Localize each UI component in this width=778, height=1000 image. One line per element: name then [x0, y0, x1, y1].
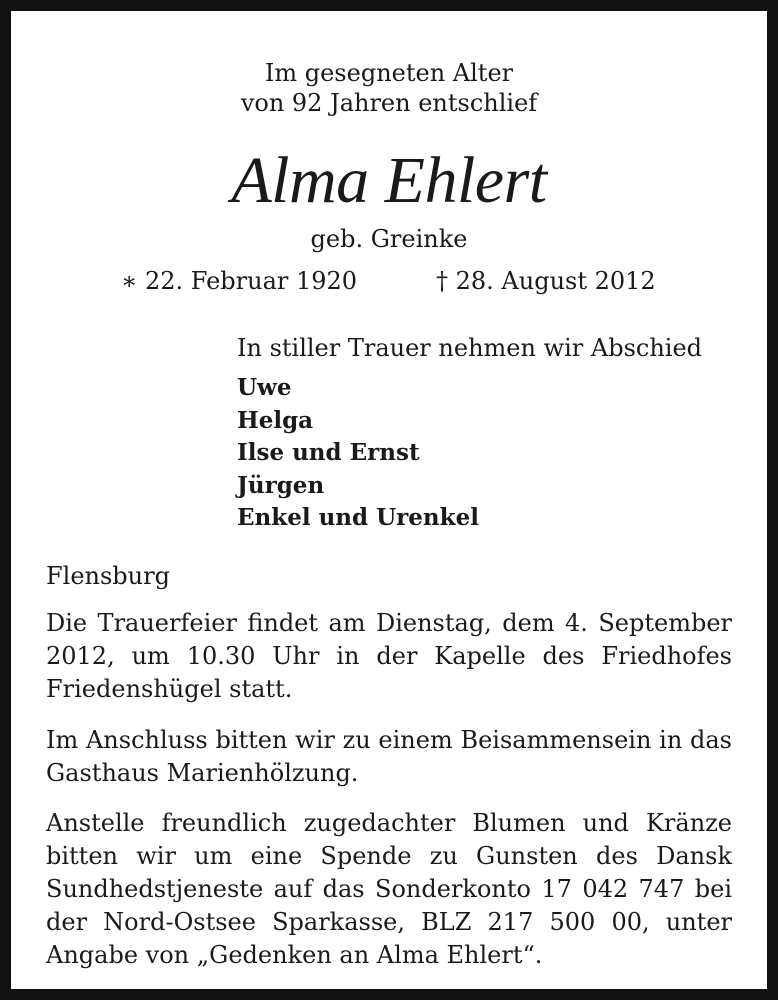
- intro-text: [11, 58, 767, 118]
- intro-line-1: Im gesegneten Alter: [264, 59, 514, 87]
- gathering-paragraph: Im Anschluss bitten wir zu einem Beisammensein in das Gasthaus Marienhölzung.: [46, 726, 732, 787]
- maiden-name: geb. Greinke: [310, 225, 468, 253]
- deceased-name: Alma Ehlert: [231, 144, 547, 217]
- death-date: † 28. August 2012: [436, 267, 656, 295]
- funeral-service-paragraph: Die Trauerfeier findet am Dienstag, dem 4. September 2012, um 10.30 Uhr in der Kapelle des Friedhofes Friedenshügel statt.: [46, 609, 732, 703]
- mourner-item: Ilse und Ernst: [237, 439, 420, 466]
- mourner-item: Jürgen: [237, 471, 325, 499]
- city: Flensburg: [46, 562, 170, 590]
- mourner-item: Helga: [237, 406, 314, 434]
- birth-date: ∗ 22. Februar 1920: [121, 267, 358, 295]
- mourning-line: In stiller Trauer nehmen wir Abschied: [237, 334, 703, 362]
- mourner-item: Uwe: [237, 374, 292, 401]
- donation-paragraph: Anstelle freundlich zugedachter Blumen und Kränze bitten wir um eine Spende zu Gunsten des Dansk Sundhedstjeneste auf das Sonderkonto 17 042 747 bei der Nord-Ostsee Sparkasse, BLZ 217 500 00, unter Angabe von „Gedenken an Alma Ehlert“.: [46, 809, 732, 969]
- mourner-list: [237, 372, 479, 535]
- mourner-item: Enkel und Urenkel: [237, 504, 479, 531]
- obituary-notice: [11, 11, 767, 989]
- intro-line-2: von 92 Jahren entschlief: [240, 89, 538, 117]
